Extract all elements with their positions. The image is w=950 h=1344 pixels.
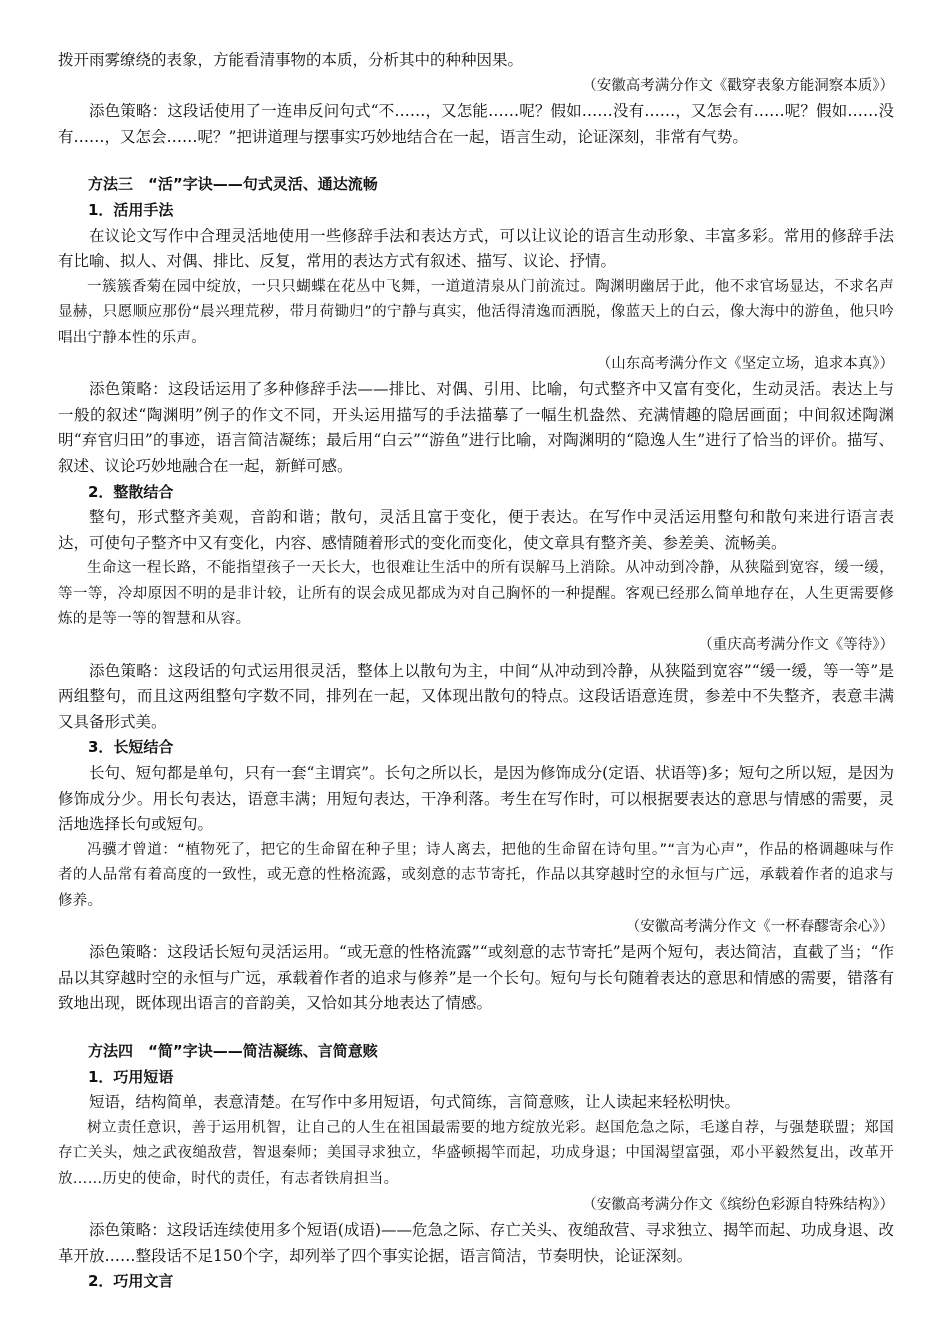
strategy-comment: 添色策略：这段话运用了多种修辞手法——排比、对偶、引用、比喻，句式整齐中又富有变化，生动灵活。表达上与一般的叙述“陶渊明”例子的作文不同，开头运用描写的手法描摹了一幅生机盎然、充满情趣的隐居画面；中间叙述陶渊明“弃官归田”的事迹，语言简洁凝练；最后用“白云”“游鱼”进行比喻，对陶渊明的“隐逸人生”进行了恰当的评价。描写、叙述、议论巧妙地融合在一起，新鲜可感。 [58,380,894,475]
source-citation: （安徽高考满分作文《戳穿表象方能洞察本质》） [582,77,894,94]
strategy-comment: 添色策略：这段话使用了一连串反问句式“不……，又怎能……呢？假如……没有……，又怎会有……呢？假如……没有……，又怎会……呢？”把讲道理与摆事实巧妙地结合在一起，语言生动，论证深刻，非常有气势。 [58,102,894,146]
paragraph: 在议论文写作中合理灵活地使用一些修辞手法和表达方式，可以让议论的语言生动形象、丰富多彩。常用的修辞手法有比喻、拟人、对偶、排比、反复，常用的表达方式有叙述、描写、议论、抒情。 [58,226,894,271]
document-page [58,48,894,1295]
method-three-heading: 方法三 “活”字诀——句式灵活、通达流畅 [88,175,378,194]
paragraph: 拨开雨雾缭绕的表象，方能看清事物的本质，分析其中的种种因果。 [58,51,524,69]
paragraph: 长句、短句都是单句，只有一套“主谓宾”。长句之所以长，是因为修饰成分(定语、状语等)多；短句之所以短，是因为修饰成分少。用长句表达，语意丰满；用短句表达，干净利落。考生在写作时，可以根据要表达的意思与情感的需要，灵活地选择长句或短句。 [58,764,894,834]
strategy-comment: 添色策略：这段话连续使用多个短语(成语)——危急之际、存亡关头、夜缒敌营、寻求独立、揭竿而起、功成身退、改革开放……整段话不足150个字，却列举了四个事实论据，语言简洁，节奏明快，论证深刻。 [58,1221,894,1265]
source-citation: （重庆高考满分作文《等待》） [698,637,894,654]
example-passage: 树立责任意识，善于运用机智，让自己的人生在祖国最需要的地方绽放光彩。赵国危急之际，毛遂自荐，与强楚联盟；郑国存亡关头，烛之武夜缒敌营，智退秦师；美国寻求独立，华盛顿揭竿而起，功成身退；中国渴望富强，邓小平毅然复出，改革开放……历史的使命，时代的责任，有志者铁肩担当。 [58,1119,894,1187]
source-citation: （安徽高考满分作文《一杯春醪寄余心》） [625,918,894,935]
strategy-comment: 添色策略：这段话的句式运用很灵活，整体上以散句为主，中间“从冲动到冷静，从狭隘到宽容”“缓一缓，等一等”是两组整句，而且这两组整句字数不同，排列在一起，又体现出散句的特点。这段话语意连贯，参差中不失整齐，表意丰满又具备形式美。 [58,661,894,731]
subheading-classical-chinese: 2．巧用文言 [88,1272,174,1291]
subheading-use-techniques: 1．活用手法 [88,200,174,219]
source-citation: （安徽高考满分作文《缤纷色彩源自特殊结构》） [582,1196,894,1213]
source-citation: （山东高考满分作文《坚定立场，追求本真》） [596,355,894,372]
example-passage: 一簇簇香菊在园中绽放，一只只蝴蝶在花丛中飞舞，一道道清泉从门前流过。陶渊明幽居于此，他不求官场显达，不求名声显赫，只愿顺应那份“晨兴理荒秽，带月荷锄归”的宁静与真实，他活得清逸而洒脱，像蓝天上的白云，像大海中的游鱼，他只吟唱出宁静本性的乐声。 [58,278,894,346]
example-passage: 冯骥才曾道：“植物死了，把它的生命留在种子里；诗人离去，把他的生命留在诗句里。”“言为心声”，作品的格调趣味与作者的人品常有着高度的一致性，或无意的性格流露，或刻意的志节寄托，作品以其穿越时空的永恒与广远，承载着作者的追求与修养。 [58,841,894,909]
subheading-phrases: 1．巧用短语 [88,1067,174,1086]
subheading-regular-loose: 2．整散结合 [88,482,174,501]
paragraph: 整句，形式整齐美观，音韵和谐；散句，灵活且富于变化，便于表达。在写作中灵活运用整句和散句来进行语言表达，可使句子整齐中又有变化，内容、感情随着形式的变化而变化，使文章具有整齐美、参差美、流畅美。 [58,508,894,552]
method-four-heading: 方法四 “简”字诀——简洁凝练、言简意赅 [88,1041,378,1060]
strategy-comment: 添色策略：这段话长短句灵活运用。“或无意的性格流露”“或刻意的志节寄托”是两个短句，表达简洁，直截了当；“作品以其穿越时空的永恒与广远，承载着作者的追求与修养”是一个长句。短句与长句随着表达的意思和情感的需要，错落有致地出现，既体现出语言的音韵美，又恰如其分地表达了情感。 [58,943,894,1013]
paragraph: 短语，结构简单，表意清楚。在写作中多用短语，句式简练，言简意赅，让人读起来轻松明快。 [89,1093,741,1112]
example-passage: 生命这一程长路，不能指望孩子一天长大，也很难让生活中的所有误解马上消除。从冲动到冷静，从狭隘到宽容，缓一缓，等一等，冷却原因不明的是非计较，让所有的误会成见都成为对自己胸怀的一种提醒。客观已经那么简单地存在，人生更需要修炼的是等一等的智慧和从容。 [58,560,894,628]
subheading-long-short: 3．长短结合 [88,738,174,757]
